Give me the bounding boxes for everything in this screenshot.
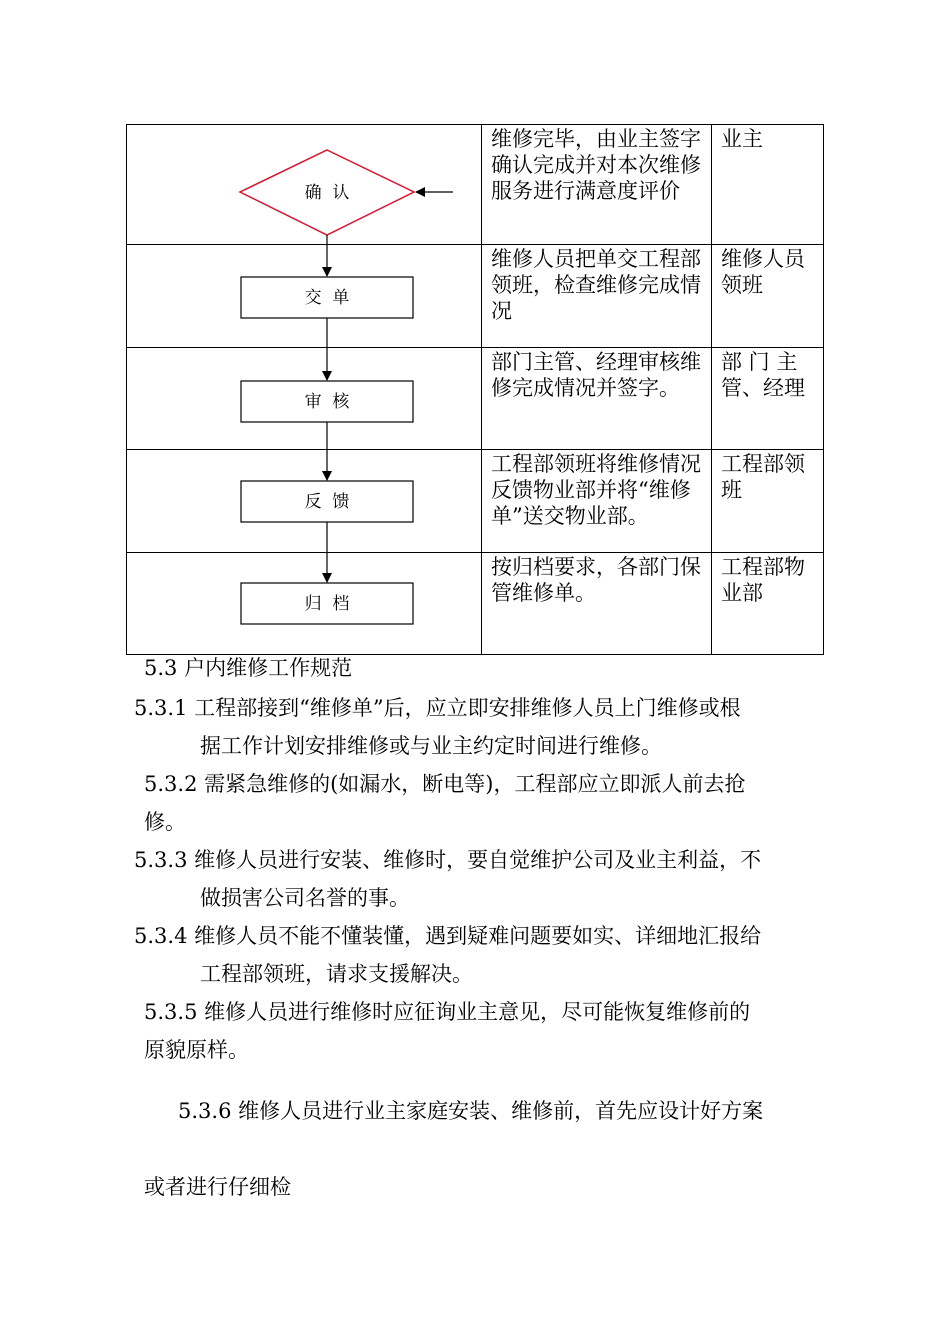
section-heading: 5.3 户内维修工作规范 (144, 656, 353, 680)
step-description: 维修人员把单交工程部领班，检查维修完成情况 (482, 245, 712, 348)
step-description: 部门主管、经理审核维修完成情况并签字。 (482, 348, 712, 450)
paragraph-line: 修。 (144, 810, 186, 834)
paragraph-line: 工程部领班，请求支援解决。 (200, 962, 473, 986)
paragraph-line: 据工作计划安排维修或与业主约定时间进行维修。 (200, 734, 662, 758)
paragraph-line: 做损害公司名誉的事。 (200, 886, 410, 910)
paragraph-line: 原貌原样。 (144, 1038, 249, 1062)
flowchart (126, 124, 486, 656)
paragraph-line: 5.3.3 维修人员进行安装、维修时，要自觉维护公司及业主利益，不 (134, 848, 762, 872)
step-description: 工程部领班将维修情况反馈物业部并将“维修单”送交物业部。 (482, 450, 712, 553)
paragraph-line: 5.3.4 维修人员不能不懂装懂，遇到疑难问题要如实、详细地汇报给 (134, 924, 762, 948)
step-owner: 部 门 主管、经理 (712, 348, 824, 450)
paragraph-line: 5.3.1 工程部接到“维修单”后，应立即安排维修人员上门维修或根 (134, 696, 741, 720)
review-label: 审 核 (304, 392, 350, 412)
paragraph-line: 5.3.2 需紧急维修的(如漏水，断电等)，工程部应立即派人前去抢 (144, 772, 746, 796)
paragraph-line: 5.3.6 维修人员进行业主家庭安装、维修前，首先应设计好方案 (178, 1099, 764, 1123)
step-owner: 维修人员领班 (712, 245, 824, 348)
step-description: 按归档要求，各部门保管维修单。 (482, 553, 712, 655)
paragraph-line: 或者进行仔细检 (144, 1175, 291, 1199)
step-owner: 工程部领班 (712, 450, 824, 553)
step-description: 维修完毕，由业主签字确认完成并对本次维修服务进行满意度评价 (482, 125, 712, 245)
step-owner: 业主 (712, 125, 824, 245)
step-owner: 工程部物业部 (712, 553, 824, 655)
feedback-label: 反 馈 (304, 492, 350, 512)
archive-label: 归 档 (304, 594, 350, 614)
confirm-label: 确 认 (304, 183, 350, 203)
paragraph-line: 5.3.5 维修人员进行维修时应征询业主意见，尽可能恢复维修前的 (144, 1000, 751, 1024)
submit-label: 交 单 (304, 288, 350, 308)
